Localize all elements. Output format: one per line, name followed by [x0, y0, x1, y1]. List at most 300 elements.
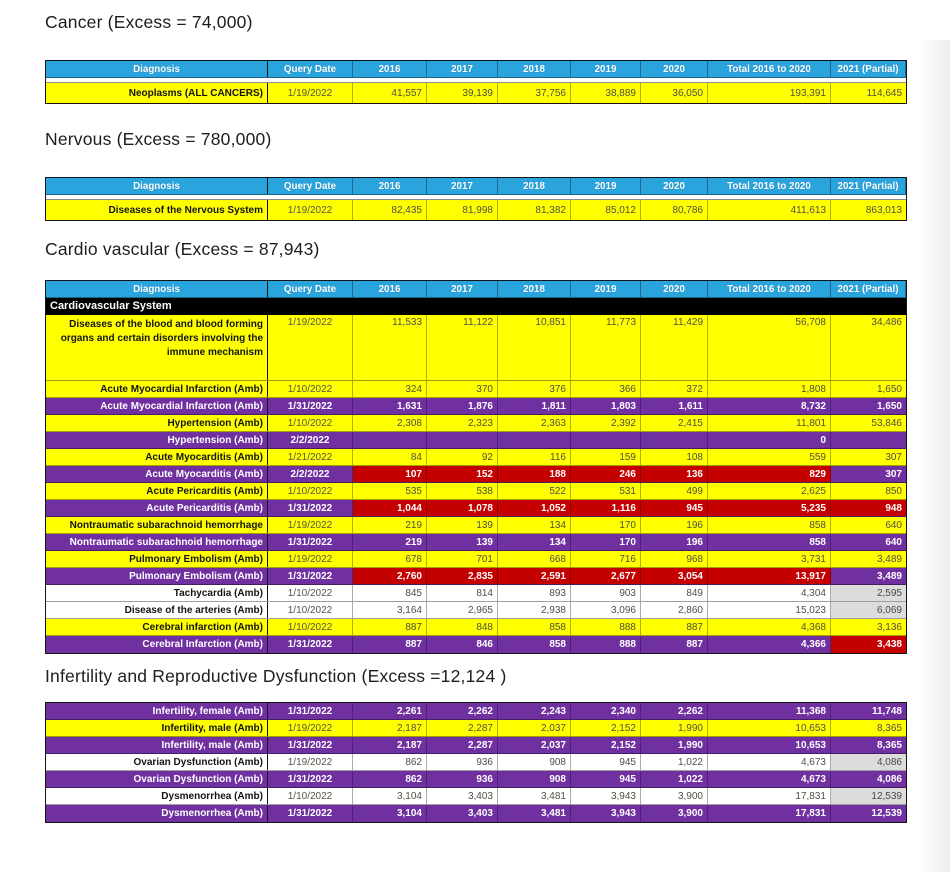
value-cell-2017: 139 [427, 534, 498, 550]
report-section [45, 666, 908, 823]
value-cell-2020: 1,990 [641, 720, 708, 736]
query-date-cell: 2/2/2022 [268, 432, 353, 448]
query-date-cell: 1/10/2022 [268, 788, 353, 804]
value-cell-2018: 2,938 [498, 602, 571, 618]
diagnosis-cell: Dysmenorrhea (Amb) [46, 788, 268, 804]
diagnosis-table [45, 177, 907, 221]
value-cell-2016: 84 [353, 449, 427, 465]
value-cell-2017: 936 [427, 754, 498, 770]
value-cell-2021-partial-: 2,595 [831, 585, 906, 601]
value-cell-2017: 2,262 [427, 703, 498, 719]
column-header-1: Query Date [268, 178, 353, 194]
diagnosis-cell: Cerebral infarction (Amb) [46, 619, 268, 635]
value-cell-2018: 37,756 [498, 83, 571, 103]
diagnosis-cell: Acute Pericarditis (Amb) [46, 483, 268, 499]
table-header-row [46, 61, 906, 78]
section-title: Cancer (Excess = 74,000) [45, 12, 253, 32]
value-cell-2018: 858 [498, 619, 571, 635]
value-cell-2016: 845 [353, 585, 427, 601]
value-cell-2017: 2,287 [427, 737, 498, 753]
column-header-6: 2020 [641, 61, 708, 77]
value-cell-2018: 893 [498, 585, 571, 601]
column-header-2: 2016 [353, 178, 427, 194]
query-date-cell: 1/31/2022 [268, 534, 353, 550]
column-header-6: 2020 [641, 281, 708, 297]
value-cell-2017: 39,139 [427, 83, 498, 103]
column-header-5: 2019 [571, 178, 641, 194]
value-cell-2020: 849 [641, 585, 708, 601]
value-cell-2017: 846 [427, 636, 498, 653]
diagnosis-cell: Ovarian Dysfunction (Amb) [46, 754, 268, 770]
value-cell-2016: 2,760 [353, 568, 427, 584]
value-cell-total-2016-to-2020: 1,808 [708, 381, 831, 397]
value-cell-2020: 36,050 [641, 83, 708, 103]
value-cell-2020: 196 [641, 534, 708, 550]
value-cell-total-2016-to-2020: 0 [708, 432, 831, 448]
column-header-4: 2018 [498, 178, 571, 194]
query-date-cell: 1/31/2022 [268, 805, 353, 822]
table-row [46, 805, 906, 822]
query-date-cell: 1/10/2022 [268, 415, 353, 431]
value-cell-2019: 888 [571, 619, 641, 635]
value-cell-2020: 1,990 [641, 737, 708, 753]
table-row [46, 315, 906, 381]
column-header-5: 2019 [571, 61, 641, 77]
value-cell-2017: 2,835 [427, 568, 498, 584]
query-date-cell: 1/31/2022 [268, 500, 353, 516]
diagnosis-cell: Diseases of the blood and blood forming organs and certain disorders involving the immune mechanism [46, 315, 268, 380]
value-cell-2020: 945 [641, 500, 708, 516]
value-cell-total-2016-to-2020: 17,831 [708, 788, 831, 804]
value-cell-2016: 535 [353, 483, 427, 499]
value-cell-2017: 814 [427, 585, 498, 601]
value-cell-total-2016-to-2020: 17,831 [708, 805, 831, 822]
query-date-cell: 1/31/2022 [268, 771, 353, 787]
query-date-cell: 1/31/2022 [268, 703, 353, 719]
value-cell-2018: 858 [498, 636, 571, 653]
query-date-cell: 1/21/2022 [268, 449, 353, 465]
table-row [46, 551, 906, 568]
query-date-cell: 1/10/2022 [268, 381, 353, 397]
column-header-8: 2021 (Partial) [831, 61, 906, 77]
value-cell-2016: 219 [353, 517, 427, 533]
value-cell-2017: 848 [427, 619, 498, 635]
value-cell-2018: 2,037 [498, 737, 571, 753]
value-cell-2018: 2,363 [498, 415, 571, 431]
diagnosis-table [45, 280, 907, 654]
value-cell-total-2016-to-2020: 858 [708, 534, 831, 550]
value-cell-2019: 1,116 [571, 500, 641, 516]
value-cell-2021-partial-: 114,645 [866, 87, 902, 99]
value-cell-2017: 1,876 [427, 398, 498, 414]
sections-container [45, 12, 950, 823]
value-cell-2020: 887 [641, 619, 708, 635]
query-date-cell: 1/19/2022 [268, 754, 353, 770]
value-cell-2019: 11,773 [571, 315, 641, 380]
value-cell-2019: 903 [571, 585, 641, 601]
report-section [45, 239, 908, 654]
value-cell-total-2016-to-2020: 15,023 [708, 602, 831, 618]
diagnosis-cell: Acute Myocardial Infarction (Amb) [46, 398, 268, 414]
value-cell-2019: 3,943 [571, 788, 641, 804]
value-cell-2021-partial-: 307 [885, 451, 902, 463]
value-cell-2016: 11,533 [353, 315, 427, 380]
diagnosis-cell: Pulmonary Embolism (Amb) [46, 568, 268, 584]
value-cell-2021-partial- [831, 432, 906, 448]
query-date-cell: 1/10/2022 [268, 602, 353, 618]
value-cell-2016: 3,104 [353, 805, 427, 822]
query-date-cell: 1/31/2022 [268, 737, 353, 753]
value-cell-2016: 3,164 [353, 602, 427, 618]
value-cell-2017: 936 [427, 771, 498, 787]
value-cell-2017: 2,287 [427, 720, 498, 736]
value-cell-total-2016-to-2020: 10,653 [708, 720, 831, 736]
value-cell-2020: 1,611 [641, 398, 708, 414]
value-cell-2017 [427, 432, 498, 448]
value-cell-2016: 2,187 [353, 737, 427, 753]
value-cell-2019: 945 [571, 771, 641, 787]
value-cell-2019: 3,943 [571, 805, 641, 822]
value-cell-2017: 92 [427, 449, 498, 465]
value-cell-2016: 1,631 [353, 398, 427, 414]
query-date-cell: 1/10/2022 [268, 585, 353, 601]
value-cell-2018: 3,481 [498, 805, 571, 822]
value-cell-total-2016-to-2020: 829 [708, 466, 831, 482]
value-cell-2019: 716 [571, 551, 641, 567]
value-cell-2018: 10,851 [498, 315, 571, 380]
value-cell-total-2016-to-2020: 4,304 [708, 585, 831, 601]
table-row [46, 83, 906, 103]
value-cell-2021-partial-: 948 [831, 500, 906, 516]
value-cell-2017: 152 [427, 466, 498, 482]
value-cell-2021-partial-: 850 [885, 485, 902, 497]
column-header-1: Query Date [268, 281, 353, 297]
diagnosis-cell: Hypertension (Amb) [46, 432, 268, 448]
table-row [46, 636, 906, 653]
value-cell-2020: 11,429 [641, 315, 708, 380]
value-cell-2017: 370 [427, 381, 498, 397]
diagnosis-table [45, 702, 907, 823]
value-cell-2017: 11,122 [427, 315, 498, 380]
value-cell-2016: 887 [353, 619, 427, 635]
table-header-row [46, 178, 906, 195]
value-cell-2018: 2,591 [498, 568, 571, 584]
value-cell-total-2016-to-2020: 13,917 [708, 568, 831, 584]
value-cell-2020: 968 [641, 551, 708, 567]
value-cell-2018: 188 [498, 466, 571, 482]
table-row [46, 432, 906, 449]
value-cell-2021-partial-: 6,069 [831, 602, 906, 618]
value-cell-2016: 887 [353, 636, 427, 653]
value-cell-2021-partial-: 53,846 [871, 417, 902, 429]
value-cell-2020: 80,786 [641, 200, 708, 220]
value-cell-2019: 246 [571, 466, 641, 482]
value-cell-2016: 2,261 [353, 703, 427, 719]
value-cell-2021-partial-: 307 [885, 468, 902, 480]
value-cell-2018: 668 [498, 551, 571, 567]
value-cell-2019: 170 [571, 534, 641, 550]
value-cell-2018: 908 [498, 771, 571, 787]
value-cell-2020: 2,415 [641, 415, 708, 431]
value-cell-2019: 2,392 [571, 415, 641, 431]
value-cell-2021-partial-: 12,539 [831, 788, 906, 804]
value-cell-2021-partial-: 34,486 [871, 317, 902, 328]
table-row [46, 602, 906, 619]
value-cell-2018: 81,382 [498, 200, 571, 220]
column-header-3: 2017 [427, 61, 498, 77]
value-cell-total-2016-to-2020: 10,653 [708, 737, 831, 753]
value-cell-2021-partial-: 4,086 [876, 773, 902, 785]
value-cell-2018: 116 [498, 449, 571, 465]
value-cell-2021-partial-: 12,539 [871, 808, 902, 819]
table-row [46, 449, 906, 466]
value-cell-2020: 2,262 [641, 703, 708, 719]
diagnosis-cell: Cerebral Infarction (Amb) [46, 636, 268, 653]
table-row [46, 703, 906, 720]
query-date-cell: 1/31/2022 [268, 636, 353, 653]
column-header-4: 2018 [498, 281, 571, 297]
value-cell-2020: 499 [641, 483, 708, 499]
value-cell-2018: 2,243 [498, 703, 571, 719]
value-cell-2020: 3,900 [641, 788, 708, 804]
value-cell-2019: 3,096 [571, 602, 641, 618]
value-cell-2019: 366 [571, 381, 641, 397]
value-cell-total-2016-to-2020: 559 [708, 449, 831, 465]
diagnosis-table [45, 60, 907, 104]
value-cell-total-2016-to-2020: 4,673 [708, 754, 831, 770]
table-row [46, 483, 906, 500]
value-cell-2019: 38,889 [571, 83, 641, 103]
section-title: Cardio vascular (Excess = 87,943) [45, 239, 320, 259]
section-title: Nervous (Excess = 780,000) [45, 129, 272, 149]
column-header-6: 2020 [641, 178, 708, 194]
query-date-cell: 1/19/2022 [268, 315, 353, 380]
value-cell-2020: 3,900 [641, 805, 708, 822]
table-row [46, 568, 906, 585]
value-cell-2018: 3,481 [498, 788, 571, 804]
value-cell-2021-partial-: 640 [885, 536, 902, 548]
column-header-2: 2016 [353, 281, 427, 297]
column-header-3: 2017 [427, 178, 498, 194]
table-row [46, 619, 906, 636]
value-cell-2016: 41,557 [353, 83, 427, 103]
value-cell-2016: 862 [353, 771, 427, 787]
diagnosis-cell: Hypertension (Amb) [46, 415, 268, 431]
value-cell-2019: 945 [571, 754, 641, 770]
query-date-cell: 1/10/2022 [268, 483, 353, 499]
value-cell-total-2016-to-2020: 858 [708, 517, 831, 533]
column-header-0: Diagnosis [46, 281, 268, 297]
value-cell-2018: 2,037 [498, 720, 571, 736]
value-cell-2016 [353, 432, 427, 448]
value-cell-2019: 170 [571, 517, 641, 533]
value-cell-2017: 538 [427, 483, 498, 499]
table-row [46, 771, 906, 788]
value-cell-2020: 1,022 [641, 771, 708, 787]
value-cell-2021-partial-: 11,748 [871, 705, 902, 717]
column-header-8: 2021 (Partial) [831, 281, 906, 297]
column-header-1: Query Date [268, 61, 353, 77]
value-cell-2021-partial-: 3,489 [876, 553, 902, 565]
value-cell-2020: 372 [641, 381, 708, 397]
diagnosis-cell: Tachycardia (Amb) [46, 585, 268, 601]
diagnosis-cell: Infertility, male (Amb) [46, 737, 268, 753]
section-title: Infertility and Reproductive Dysfunction (Excess =12,124 ) [45, 666, 507, 686]
value-cell-2020: 136 [641, 466, 708, 482]
diagnosis-cell: Infertility, female (Amb) [46, 703, 268, 719]
value-cell-total-2016-to-2020: 4,673 [708, 771, 831, 787]
value-cell-2019 [571, 432, 641, 448]
value-cell-2018: 134 [498, 517, 571, 533]
value-cell-2017: 3,403 [427, 805, 498, 822]
value-cell-2021-partial-: 863,013 [865, 204, 902, 216]
query-date-cell: 2/2/2022 [268, 466, 353, 482]
diagnosis-cell: Pulmonary Embolism (Amb) [46, 551, 268, 567]
value-cell-2021-partial-: 8,365 [876, 722, 902, 734]
value-cell-2021-partial-: 3,136 [876, 621, 902, 633]
value-cell-2016: 219 [353, 534, 427, 550]
table-header-row [46, 281, 906, 298]
diagnosis-cell: Nontraumatic subarachnoid hemorrhage [46, 534, 268, 550]
value-cell-total-2016-to-2020: 56,708 [708, 315, 831, 380]
value-cell-2020: 2,860 [641, 602, 708, 618]
query-date-cell: 1/31/2022 [268, 398, 353, 414]
value-cell-2019: 85,012 [571, 200, 641, 220]
column-header-7: Total 2016 to 2020 [708, 61, 831, 77]
value-cell-2019: 2,152 [571, 720, 641, 736]
value-cell-2017: 3,403 [427, 788, 498, 804]
value-cell-2020: 3,054 [641, 568, 708, 584]
value-cell-2021-partial-: 1,650 [876, 383, 902, 395]
value-cell-2018: 522 [498, 483, 571, 499]
value-cell-total-2016-to-2020: 11,801 [708, 415, 831, 431]
table-row [46, 381, 906, 398]
value-cell-2017: 2,965 [427, 602, 498, 618]
value-cell-total-2016-to-2020: 8,732 [708, 398, 831, 414]
table-row [46, 534, 906, 551]
value-cell-total-2016-to-2020: 2,625 [708, 483, 831, 499]
value-cell-2019: 1,803 [571, 398, 641, 414]
value-cell-2019: 531 [571, 483, 641, 499]
diagnosis-cell: Disease of the arteries (Amb) [46, 602, 268, 618]
value-cell-2021-partial-: 1,650 [876, 400, 902, 412]
value-cell-2016: 862 [353, 754, 427, 770]
column-header-2: 2016 [353, 61, 427, 77]
value-cell-2020 [641, 432, 708, 448]
query-date-cell: 1/31/2022 [268, 568, 353, 584]
value-cell-2019: 888 [571, 636, 641, 653]
value-cell-2021-partial-: 3,438 [831, 636, 906, 653]
value-cell-total-2016-to-2020: 3,731 [708, 551, 831, 567]
table-row [46, 517, 906, 534]
value-cell-2020: 196 [641, 517, 708, 533]
value-cell-2021-partial-: 8,365 [876, 739, 902, 751]
value-cell-2018: 1,052 [498, 500, 571, 516]
column-header-0: Diagnosis [46, 61, 268, 77]
query-date-cell: 1/19/2022 [268, 720, 353, 736]
value-cell-2018 [498, 432, 571, 448]
value-cell-2019: 159 [571, 449, 641, 465]
diagnosis-cell: Acute Myocarditis (Amb) [46, 466, 268, 482]
value-cell-2018: 134 [498, 534, 571, 550]
value-cell-2021-partial-: 640 [885, 519, 902, 531]
table-row [46, 500, 906, 517]
table-row [46, 754, 906, 771]
table-row [46, 720, 906, 737]
value-cell-2017: 2,323 [427, 415, 498, 431]
query-date-cell: 1/19/2022 [268, 551, 353, 567]
value-cell-2016: 678 [353, 551, 427, 567]
table-row [46, 737, 906, 754]
table-row [46, 466, 906, 483]
column-header-7: Total 2016 to 2020 [708, 281, 831, 297]
value-cell-total-2016-to-2020: 11,368 [708, 703, 831, 719]
value-cell-2021-partial-: 3,489 [876, 570, 902, 582]
value-cell-2021-partial-: 4,086 [831, 754, 906, 770]
value-cell-2016: 324 [353, 381, 427, 397]
query-date-cell: 1/19/2022 [268, 200, 353, 220]
value-cell-2019: 2,340 [571, 703, 641, 719]
table-row [46, 585, 906, 602]
value-cell-2018: 376 [498, 381, 571, 397]
value-cell-total-2016-to-2020: 411,613 [708, 200, 831, 220]
value-cell-2017: 1,078 [427, 500, 498, 516]
value-cell-2016: 1,044 [353, 500, 427, 516]
value-cell-2020: 887 [641, 636, 708, 653]
value-cell-2016: 107 [353, 466, 427, 482]
value-cell-total-2016-to-2020: 193,391 [708, 83, 831, 103]
value-cell-total-2016-to-2020: 5,235 [708, 500, 831, 516]
value-cell-2018: 1,811 [498, 398, 571, 414]
value-cell-2016: 2,187 [353, 720, 427, 736]
value-cell-total-2016-to-2020: 4,368 [708, 619, 831, 635]
report-section [45, 12, 908, 104]
value-cell-2019: 2,677 [571, 568, 641, 584]
diagnosis-cell: Acute Myocardial Infarction (Amb) [46, 381, 268, 397]
value-cell-2018: 908 [498, 754, 571, 770]
value-cell-2017: 139 [427, 517, 498, 533]
value-cell-2017: 701 [427, 551, 498, 567]
report-section [45, 129, 908, 221]
value-cell-2019: 2,152 [571, 737, 641, 753]
value-cell-2020: 1,022 [641, 754, 708, 770]
diagnosis-cell: Diseases of the Nervous System [46, 200, 268, 220]
query-date-cell: 1/10/2022 [268, 619, 353, 635]
diagnosis-cell: Acute Pericarditis (Amb) [46, 500, 268, 516]
value-cell-2016: 3,104 [353, 788, 427, 804]
value-cell-total-2016-to-2020: 4,366 [708, 636, 831, 653]
diagnosis-cell: Ovarian Dysfunction (Amb) [46, 771, 268, 787]
diagnosis-cell: Acute Myocarditis (Amb) [46, 449, 268, 465]
table-row [46, 788, 906, 805]
diagnosis-cell: Infertility, male (Amb) [46, 720, 268, 736]
column-header-3: 2017 [427, 281, 498, 297]
section-header-label: Cardiovascular System [50, 299, 172, 312]
table-row [46, 415, 906, 432]
table-row [46, 200, 906, 220]
value-cell-2016: 2,308 [353, 415, 427, 431]
value-cell-2020: 108 [641, 449, 708, 465]
diagnosis-cell: Nontraumatic subarachnoid hemorrhage [46, 517, 268, 533]
diagnosis-cell: Neoplasms (ALL CANCERS) [46, 83, 268, 103]
section-header-row [46, 298, 906, 315]
value-cell-2017: 81,998 [427, 200, 498, 220]
table-row [46, 398, 906, 415]
query-date-cell: 1/19/2022 [268, 517, 353, 533]
column-header-0: Diagnosis [46, 178, 268, 194]
column-header-5: 2019 [571, 281, 641, 297]
value-cell-2016: 82,435 [353, 200, 427, 220]
